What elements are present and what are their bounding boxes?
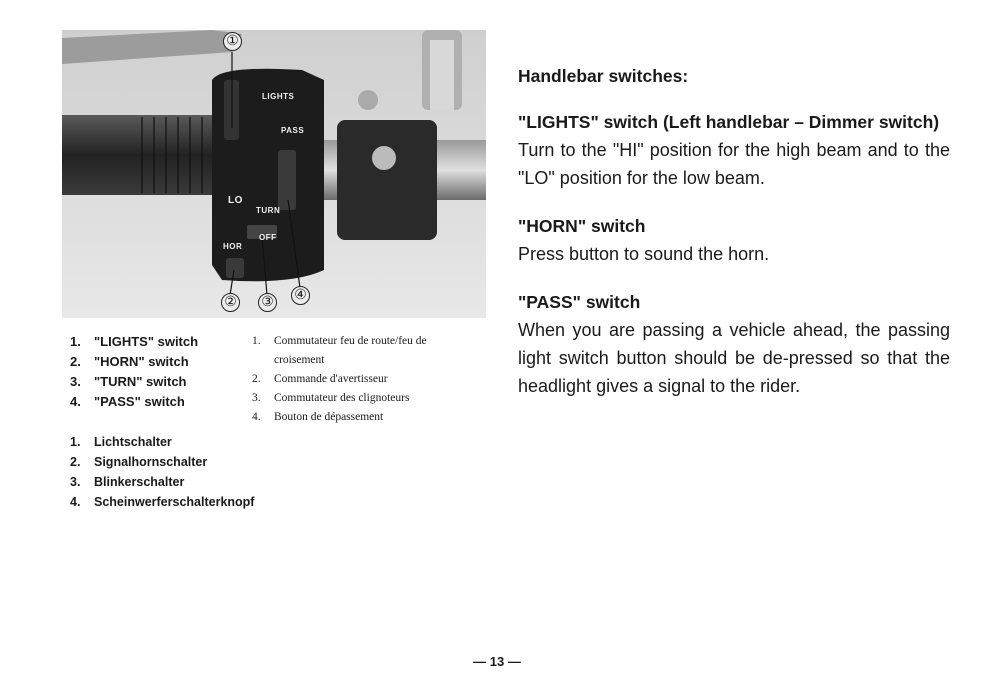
legend-text: Commutateur feu de route/feu de croisement [274,335,427,366]
section-heading: Handlebar switches: [518,66,689,86]
top-bolt [358,90,378,110]
lever-clamp [337,120,437,240]
callout-2: ② [221,293,240,312]
callout-3: ③ [258,293,277,312]
handlebar-switch-photo [62,30,486,318]
legend-number: 4. [70,495,81,509]
legend-number: 1. [70,334,81,349]
legend-item [252,370,477,389]
legend-text: "HORN" switch [94,354,189,369]
legend-text: Signalhornschalter [94,455,208,469]
legend-text: "TURN" switch [94,374,187,389]
callout-1: ① [223,32,242,51]
legend-number: 2. [252,373,261,385]
photo-label-off: OFF [259,233,277,242]
horn-switch-body: Press button to sound the horn. [518,244,770,264]
legend-number: 3. [70,475,81,489]
photo-label-pass: PASS [281,126,305,135]
legend-text: Blinkerschalter [94,475,185,489]
legend-item [70,432,330,452]
legend-text: "PASS" switch [94,394,185,409]
legend-number: 2. [70,455,81,469]
legend-text: Lichtschalter [94,435,172,449]
legend-text: Bouton de dépassement [274,411,384,423]
legend-number: 4. [252,411,261,423]
pass-button [278,150,296,210]
pass-switch-title: "PASS" switch [518,292,641,312]
legend-text: Scheinwerferschalterknopf [94,495,255,509]
legend-item [70,472,330,492]
legend-number: 3. [70,374,81,389]
legend-item [70,372,245,392]
legend-english [70,332,245,412]
page-number: — 13 — [473,654,521,669]
legend-item [252,408,477,427]
legend-number: 2. [70,354,81,369]
legend-number: 4. [70,394,81,409]
legend-text: "LIGHTS" switch [94,334,199,349]
legend-item [252,332,477,370]
photo-label-lights: LIGHTS [262,92,295,101]
legend-item [70,492,330,512]
clamp-bolt [372,146,396,170]
legend-item [70,452,330,472]
horn-switch-title: "HORN" switch [518,216,646,236]
lights-switch-title: "LIGHTS" switch (Left handlebar – Dimmer switch) [518,112,940,132]
legend-french [252,332,477,427]
legend-number: 3. [252,392,261,404]
photo-label-lo: LO [228,195,243,206]
legend-number: 1. [70,435,81,449]
callout-4: ④ [291,286,310,305]
legend-german [70,432,330,512]
photo-label-turn: TURN [256,206,281,215]
legend-number: 1. [252,335,261,347]
pass-switch-body: When you are passing a vehicle ahead, the passing light switch button should be de-pressed so that the headlight gives a signal to the rider. [518,320,950,396]
handlebar-illustration [62,30,486,318]
legend-item [70,352,245,372]
photo-label-hor: HOR [223,242,243,251]
lights-switch-body: Turn to the "HI" position for the high beam and to the "LO" position for the low beam. [518,140,950,188]
horn-button [226,258,244,278]
legend-item [70,392,245,412]
legend-item [70,332,245,352]
instructions-column [518,62,950,420]
legend-text: Commande d'avertisseur [274,373,388,385]
legend-text: Commutateur des clignoteurs [274,392,410,404]
legend-item [252,389,477,408]
